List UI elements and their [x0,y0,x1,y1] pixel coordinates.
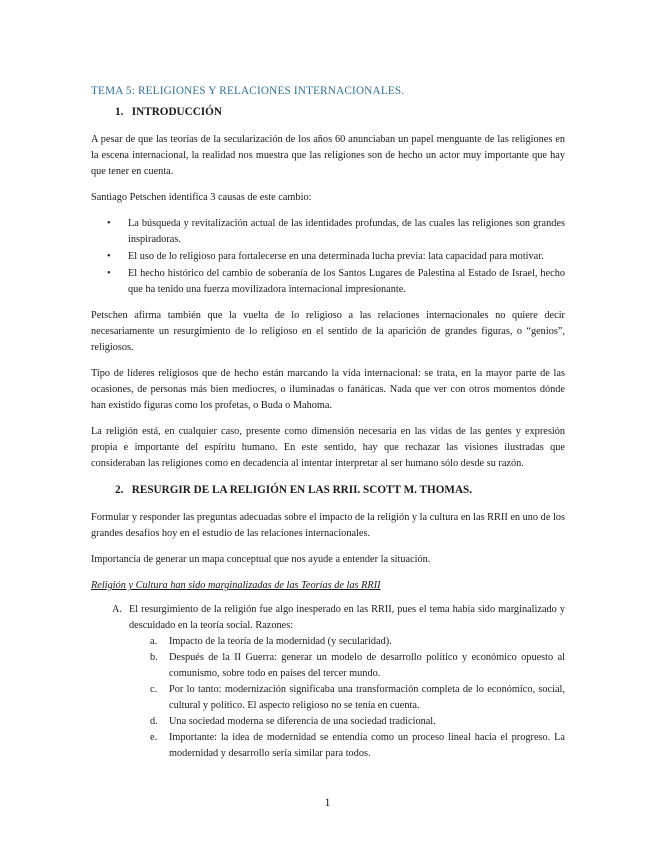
list-item-label: e. [150,732,158,743]
list-item-label: d. [150,716,158,727]
list-item-text: Por lo tanto: modernización significaba una transformación completa de lo económico, social, cultural y político. El aspecto religioso no se tenía en cuenta. [169,684,565,711]
document-body [91,83,565,762]
list-item-text: El hecho histórico del cambio de soberanía de los Santos Lugares de Palestina al Estado de Israel, hecho que ha tenido una fuerza movilizadora internacional impresionante. [128,268,565,295]
outline-item-text: El resurgimiento de la religión fue algo inesperado en las RRII, pues el tema había sido marginalizado y descuidado en la teoría social. Razones: [129,604,565,631]
section-1-title: INTRODUCCIÓN [131,106,222,118]
list-item-text: Impacto de la teoría de la modernidad (y secularidad). [169,636,392,647]
document-title: TEMA 5: RELIGIONES Y RELACIONES INTERNACIONALES. [91,85,405,97]
list-item [107,216,565,248]
section-2-subheading: Religión y Cultura han sido marginalizadas de las Teorías de las RRII [91,580,381,591]
bullet-icon: • [107,251,111,262]
list-item [107,266,565,298]
list-item [150,730,565,762]
outline-item-a [112,602,565,634]
section-2-number: 2. [115,484,124,496]
list-item-text: Importante: la idea de modernidad se entendía como un proceso lineal hacia el progreso. La modernidad y desarrollo sería similar para todos. [169,732,565,759]
intro-paragraph-5: La religión está, en cualquier caso, presente como dimensión necesaria en las vidas de las gentes y expresión propia e importante del espíritu humano. En este sentido, hay que rechazar las visiones ilustradas que consideraban las religiones como en decadencia al intentar interpretar al ser humano sólo desde su razón. [91,426,565,469]
bullet-icon: • [107,268,111,279]
section-2-heading [115,482,565,498]
section-1-number: 1. [115,106,124,118]
list-item-label: b. [150,652,158,663]
bullet-icon: • [107,218,111,229]
list-item [150,682,565,714]
section-2-title: RESURGIR DE LA RELIGIÓN EN LAS RRII. SCOTT M. THOMAS. [131,484,473,496]
outline-list [91,602,565,762]
list-item-text: La búsqueda y revitalización actual de las identidades profundas, de las cuales las religiones son grandes inspiradoras. [128,218,565,245]
section-2-paragraph-1: Formular y responder las preguntas adecuadas sobre el impacto de la religión y la cultura en las RRII en uno de los grandes desafíos hoy en el estudio de las relaciones internacionales. [91,512,565,539]
causes-list [91,216,565,298]
list-item-text: Una sociedad moderna se diferencia de una sociedad tradicional. [169,716,436,727]
list-item [150,634,565,650]
outline-sublist [112,634,565,762]
section-2-paragraph-2: Importancia de generar un mapa conceptual que nos ayude a entender la situación. [91,554,431,565]
intro-paragraph-4: Tipo de líderes religiosos que de hecho están marcando la vida internacional: se trata, en la mayor parte de las ocasiones, de personas más bien mediocres, o iluminadas o fanáticas. Nada que ver con otros momentos dónde han existido figuras como los profetas, o Buda o Mahoma. [91,368,565,411]
list-item [150,714,565,730]
intro-paragraph-1: A pesar de que las teorías de la secularización de los años 60 anunciaban un papel menguante de las religiones en la escena internacional, la realidad nos muestra que las religiones son de hecho un actor muy importante que hay que tener en cuenta. [91,134,565,177]
outline-item-label: A. [112,604,123,615]
list-item-text: Después de la II Guerra: generar un modelo de desarrollo político y económico opuesto al comunismo, sobre todo en países del tercer mundo. [169,652,565,679]
list-item-text: El uso de lo religioso para fortalecerse en una determinada lucha previa: lata capacidad para motivar. [128,251,544,262]
list-item [150,650,565,682]
page-number: 1 [324,795,331,809]
list-item-label: c. [150,684,158,695]
section-1-heading [115,104,565,120]
intro-paragraph-3: Petschen afirma también que la vuelta de lo religioso a las relaciones internacionales no quiere decir necesariamente un resurgimiento de lo religioso en el sentido de la aparición de grandes figuras, o “genios”, religiosos. [91,310,565,353]
list-item [107,249,565,265]
intro-paragraph-2: Santiago Petschen identifica 3 causas de este cambio: [91,192,312,203]
list-item-label: a. [150,636,158,647]
